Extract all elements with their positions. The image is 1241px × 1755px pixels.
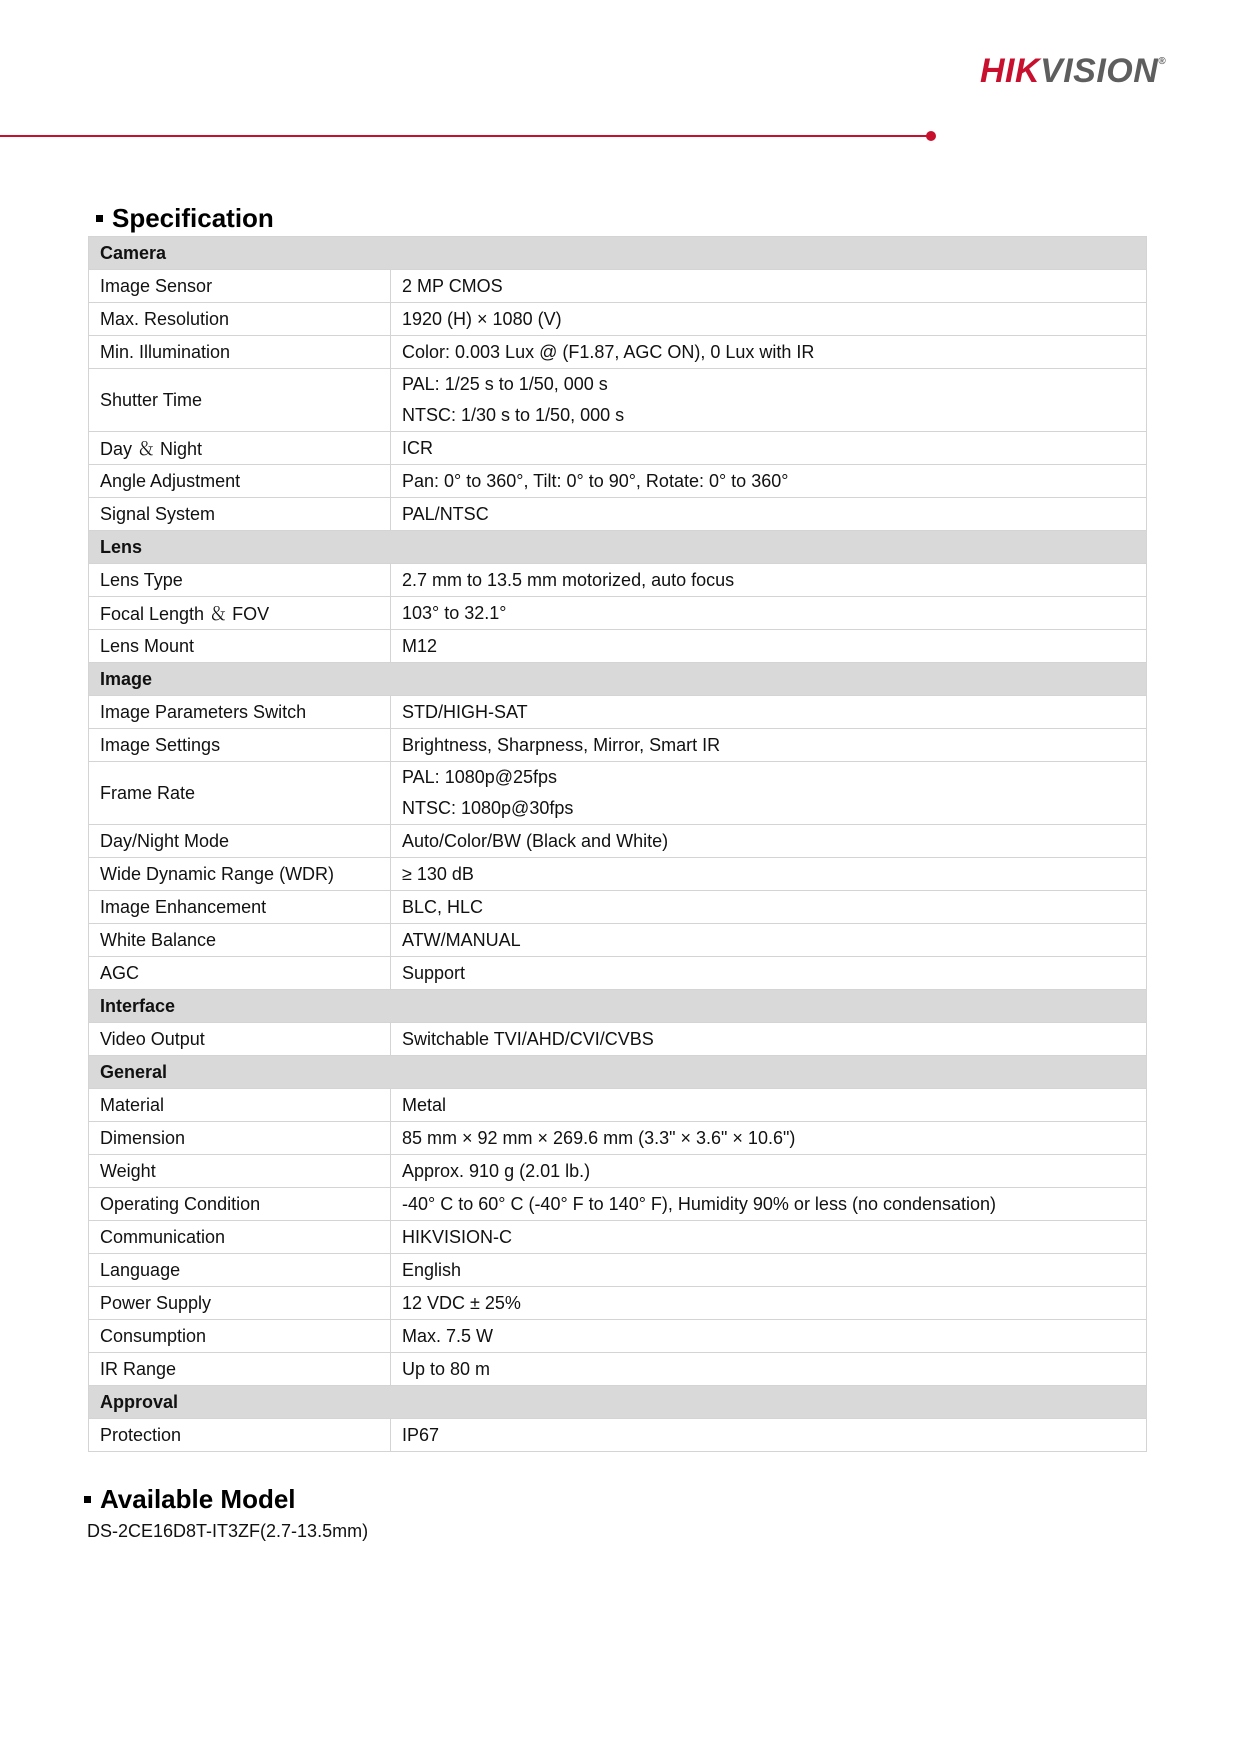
table-row xyxy=(89,1419,1147,1452)
spec-label: Day/Night Mode xyxy=(89,825,391,858)
spec-value-line: NTSC: 1080p@30fps xyxy=(402,798,574,818)
table-row xyxy=(89,1287,1147,1320)
header-divider-dot xyxy=(926,131,936,141)
spec-label: Day ＆ Night xyxy=(89,432,391,465)
table-row xyxy=(89,729,1147,762)
spec-value xyxy=(391,762,1147,825)
spec-value: 1920 (H) × 1080 (V) xyxy=(391,303,1147,336)
spec-value: Color: 0.003 Lux @ (F1.87, AGC ON), 0 Lux with IR xyxy=(391,336,1147,369)
table-row xyxy=(89,336,1147,369)
available-model-heading: Available Model xyxy=(84,1484,296,1515)
spec-label: Lens Mount xyxy=(89,630,391,663)
spec-value: Pan: 0° to 360°, Tilt: 0° to 90°, Rotate: 0° to 360° xyxy=(391,465,1147,498)
table-row xyxy=(89,696,1147,729)
spec-value: Up to 80 m xyxy=(391,1353,1147,1386)
spec-label: Lens Type xyxy=(89,564,391,597)
spec-label: Communication xyxy=(89,1221,391,1254)
spec-value: Support xyxy=(391,957,1147,990)
section-header: Camera xyxy=(89,237,1147,270)
spec-value: Brightness, Sharpness, Mirror, Smart IR xyxy=(391,729,1147,762)
table-row xyxy=(89,1023,1147,1056)
section-header-row xyxy=(89,1386,1147,1419)
spec-label: Consumption xyxy=(89,1320,391,1353)
table-row xyxy=(89,1320,1147,1353)
section-header-row xyxy=(89,990,1147,1023)
spec-value: -40° C to 60° C (-40° F to 140° F), Humidity 90% or less (no condensation) xyxy=(391,1188,1147,1221)
spec-value: Switchable TVI/AHD/CVI/CVBS xyxy=(391,1023,1147,1056)
specification-table xyxy=(88,236,1147,1452)
spec-value: 2 MP CMOS xyxy=(391,270,1147,303)
spec-label: White Balance xyxy=(89,924,391,957)
hikvision-logo: HIKVISION® xyxy=(980,52,1167,90)
table-row xyxy=(89,597,1147,630)
spec-label: IR Range xyxy=(89,1353,391,1386)
spec-value: Metal xyxy=(391,1089,1147,1122)
spec-value: Max. 7.5 W xyxy=(391,1320,1147,1353)
table-row xyxy=(89,762,1147,825)
spec-label: Angle Adjustment xyxy=(89,465,391,498)
spec-value-line: PAL: 1/25 s to 1/50, 000 s xyxy=(402,374,608,394)
table-row xyxy=(89,1353,1147,1386)
spec-value: ATW/MANUAL xyxy=(391,924,1147,957)
section-header-row xyxy=(89,531,1147,564)
spec-label: Operating Condition xyxy=(89,1188,391,1221)
spec-value-line: NTSC: 1/30 s to 1/50, 000 s xyxy=(402,405,625,425)
spec-label: AGC xyxy=(89,957,391,990)
spec-value-line: PAL: 1080p@25fps xyxy=(402,767,558,787)
spec-value: STD/HIGH-SAT xyxy=(391,696,1147,729)
spec-value xyxy=(391,369,1147,432)
spec-value: ICR xyxy=(391,432,1147,465)
spec-label: Material xyxy=(89,1089,391,1122)
square-bullet-icon xyxy=(84,1496,91,1503)
spec-value: 85 mm × 92 mm × 269.6 mm (3.3" × 3.6" × 10.6") xyxy=(391,1122,1147,1155)
table-row xyxy=(89,924,1147,957)
spec-label: Min. Illumination xyxy=(89,336,391,369)
spec-value: ≥ 130 dB xyxy=(391,858,1147,891)
section-header-row xyxy=(89,663,1147,696)
spec-value: HIKVISION-C xyxy=(391,1221,1147,1254)
table-row xyxy=(89,1221,1147,1254)
table-row xyxy=(89,1122,1147,1155)
spec-label: Wide Dynamic Range (WDR) xyxy=(89,858,391,891)
spec-label: Focal Length ＆ FOV xyxy=(89,597,391,630)
spec-label: Weight xyxy=(89,1155,391,1188)
spec-label: Max. Resolution xyxy=(89,303,391,336)
spec-label: Language xyxy=(89,1254,391,1287)
table-row xyxy=(89,1089,1147,1122)
table-row xyxy=(89,858,1147,891)
spec-label: Image Sensor xyxy=(89,270,391,303)
specification-heading: Specification xyxy=(96,203,274,234)
model-name: DS-2CE16D8T-IT3ZF(2.7-13.5mm) xyxy=(87,1521,369,1541)
table-row xyxy=(89,825,1147,858)
spec-value: Auto/Color/BW (Black and White) xyxy=(391,825,1147,858)
table-row xyxy=(89,630,1147,663)
table-row xyxy=(89,303,1147,336)
header-divider xyxy=(0,135,928,137)
spec-value: 12 VDC ± 25% xyxy=(391,1287,1147,1320)
spec-value: English xyxy=(391,1254,1147,1287)
table-row xyxy=(89,465,1147,498)
spec-value: BLC, HLC xyxy=(391,891,1147,924)
table-row xyxy=(89,891,1147,924)
table-row xyxy=(89,957,1147,990)
section-header: General xyxy=(89,1056,1147,1089)
section-header: Interface xyxy=(89,990,1147,1023)
section-header: Image xyxy=(89,663,1147,696)
section-header-row xyxy=(89,237,1147,270)
spec-label: Frame Rate xyxy=(89,762,391,825)
spec-label: Video Output xyxy=(89,1023,391,1056)
section-header-row xyxy=(89,1056,1147,1089)
spec-label: Dimension xyxy=(89,1122,391,1155)
spec-label: Image Settings xyxy=(89,729,391,762)
spec-value: 2.7 mm to 13.5 mm motorized, auto focus xyxy=(391,564,1147,597)
table-row xyxy=(89,369,1147,432)
table-row xyxy=(89,498,1147,531)
spec-label: Signal System xyxy=(89,498,391,531)
table-row xyxy=(89,1254,1147,1287)
section-header: Approval xyxy=(89,1386,1147,1419)
spec-value: M12 xyxy=(391,630,1147,663)
spec-value: PAL/NTSC xyxy=(391,498,1147,531)
table-row xyxy=(89,564,1147,597)
spec-label: Power Supply xyxy=(89,1287,391,1320)
spec-label: Image Enhancement xyxy=(89,891,391,924)
table-row xyxy=(89,1155,1147,1188)
section-header: Lens xyxy=(89,531,1147,564)
square-bullet-icon xyxy=(96,215,103,222)
spec-value: IP67 xyxy=(391,1419,1147,1452)
spec-label: Protection xyxy=(89,1419,391,1452)
spec-label: Shutter Time xyxy=(89,369,391,432)
spec-value: Approx. 910 g (2.01 lb.) xyxy=(391,1155,1147,1188)
table-row xyxy=(89,1188,1147,1221)
table-row xyxy=(89,270,1147,303)
table-row xyxy=(89,432,1147,465)
spec-label: Image Parameters Switch xyxy=(89,696,391,729)
spec-value: 103° to 32.1° xyxy=(391,597,1147,630)
